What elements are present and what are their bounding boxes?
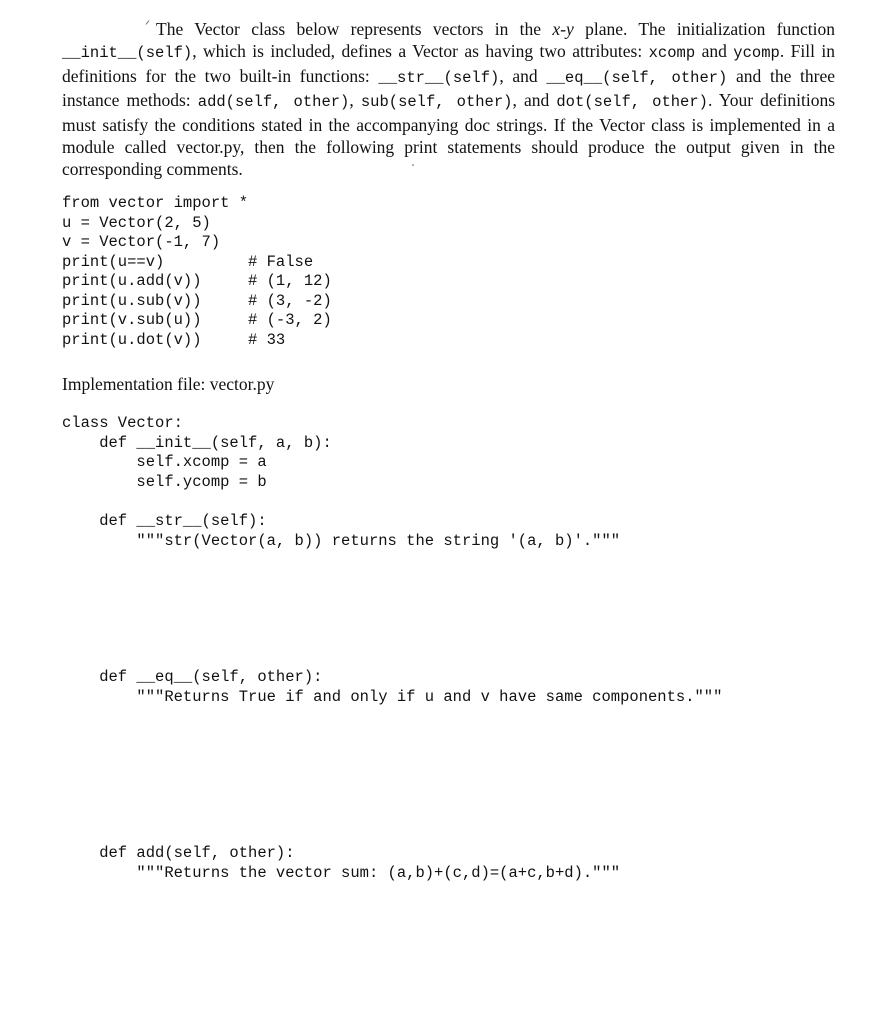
eq-method-name: __eq__(self, other) [546, 68, 728, 87]
example-code-block: from vector import * u = Vector(2, 5) v = Vector(-1, 7) print(u==v) # False print(u.add(v)) # (1, 12) print(u.sub(v)) # (3, -2) print(v.sub(u)) # (-3, 2) print(u.dot(v)) # 33 [62, 194, 332, 349]
intro-text: , which is included, defines a Vector as having two attributes: [192, 41, 649, 62]
xcomp-attribute: xcomp [648, 44, 696, 63]
stray-mark [412, 164, 414, 166]
add-method-block: def add(self, other): """Returns the vector sum: (a,b)+(c,d)=(a+c,b+d).""" [99, 844, 621, 882]
sub-method-name: sub(self, other) [360, 93, 513, 112]
ycomp-attribute: ycomp [733, 44, 780, 63]
intro-text: and [695, 41, 734, 62]
intro-text: plane. The initialization function [573, 19, 835, 39]
intro-text: , and [512, 90, 557, 111]
problem-statement [62, 18, 835, 181]
class-definition-block: class Vector: def __init__(self, a, b): self.xcomp = a self.ycomp = b [62, 414, 332, 491]
add-method-name: add(self, other) [197, 93, 350, 112]
intro-text: , and [499, 65, 547, 86]
str-method-name: __str__(self) [378, 68, 500, 87]
implementation-heading: Implementation file: vector.py [62, 374, 275, 394]
intro-text: . Your definitions must satisfy the conditions stated in the accompanying doc strings. If the Vector class is implemented in a module called vector.py, then the following print statements should produce the output given in the corresponding comments. [62, 90, 836, 180]
problem-paragraph [62, 18, 835, 181]
intro-text: . Fill in definitions for the two built-in functions: [62, 41, 835, 86]
intro-text: The Vector class below represents vectors in the [156, 19, 553, 39]
eq-method-block: def __eq__(self, other): """Returns True if and only if u and v have same components.""" [99, 668, 723, 706]
dot-method-name: dot(self, other) [556, 93, 708, 112]
intro-text: and the three instance methods: [62, 65, 835, 111]
intro-text: , [349, 90, 361, 111]
init-method-name: __init__(self) [62, 44, 193, 63]
str-method-block: def __str__(self): """str(Vector(a, b)) returns the string '(a, b)'.""" [99, 512, 621, 550]
xy-term: x-y [552, 19, 574, 39]
